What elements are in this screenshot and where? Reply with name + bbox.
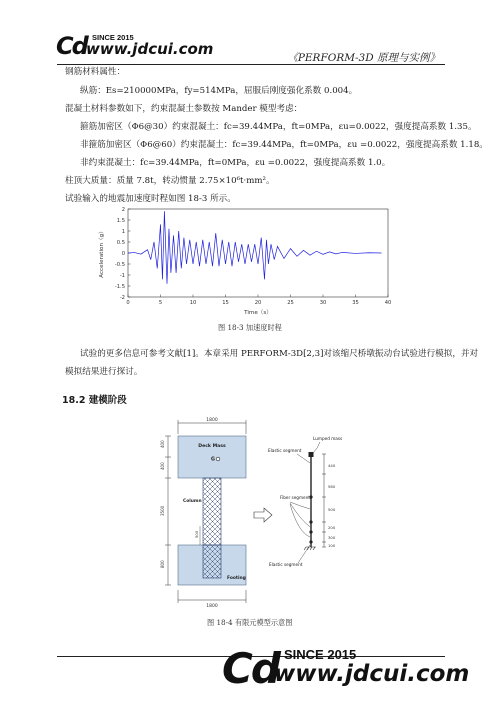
left-dimension-label: 400 — [160, 440, 165, 448]
body-line: 纵筋：Es=210000MPa，fy=514MPa，屈服后刚度强化系数 0.004。 — [80, 86, 358, 96]
finite-element-model-diagram — [150, 414, 370, 609]
body-line: 试验输入的地震加速度时程如图 18-3 所示。 — [65, 194, 236, 204]
lumped-mass-leader — [313, 442, 320, 453]
y-tick-label: 0.5 — [116, 239, 125, 246]
footing-label: Footing — [227, 576, 246, 581]
x-tick-label: 10 — [189, 300, 197, 306]
x-tick-label: 35 — [352, 300, 359, 306]
y-tick-label: -0.5 — [114, 261, 125, 268]
acceleration-chart — [95, 205, 405, 320]
center-of-gravity-marker — [216, 457, 220, 461]
elastic-segment-bottom-leader — [298, 545, 310, 563]
left-dimension-label: 400 — [160, 462, 165, 470]
y-tick-label: 1.5 — [116, 217, 125, 224]
y-tick-label: -1 — [119, 272, 125, 279]
reference-paragraph-line: 试验的更多信息可参考文献[1]。本章采用 PERFORM-3D[2,3]对该缩尺桥墩振动台试验进行模拟，并对 — [80, 349, 479, 359]
footer-logo — [222, 644, 470, 697]
lumped-mass-node — [309, 452, 314, 457]
body-line: 混凝土材料参数如下，约束混凝土参数按 Mander 模型考虑： — [65, 104, 303, 114]
right-dimension-label: 200 — [328, 525, 336, 530]
section-heading: 18.2 建模阶段 — [62, 395, 127, 406]
y-tick-label: 0 — [121, 250, 125, 257]
right-dimension-label: 300 — [328, 535, 336, 540]
elastic-segment-top-leader — [297, 454, 310, 463]
y-axis-label: Acceleration（g） — [99, 228, 105, 278]
center-of-gravity-label: G — [211, 457, 215, 463]
logo-url-text: www.jdcui.com — [86, 40, 214, 58]
deck-mass-label: Deck Mass — [198, 444, 226, 449]
fiber-segments-label: Fiber segments — [280, 495, 313, 500]
top-dimension-label: 1800 — [206, 418, 218, 423]
elastic-segment-bottom-label: Elastic segment — [269, 562, 303, 567]
body-line: 非箍筋加密区（Φ6@60）约束混凝土：fc=39.44MPa，ft=0MPa，εu =0.0022，强度提高系数 1.18。 — [80, 140, 488, 150]
logo-since-text: SINCE 2015 — [92, 33, 134, 42]
model-node — [309, 540, 312, 543]
reference-paragraph-line: 模拟结果进行探讨。 — [65, 367, 143, 377]
x-tick-label: 20 — [254, 300, 262, 306]
fixed-support-icon — [304, 547, 316, 550]
x-tick-label: 0 — [126, 300, 130, 306]
elastic-segment-top-label: Elastic segment — [268, 448, 302, 453]
x-tick-label: 15 — [222, 300, 229, 306]
body-line: 柱顶大质量：质量 7.8t，转动惯量 2.75×10⁶t·mm²。 — [65, 176, 275, 186]
inner-dimension-label: 500 — [194, 530, 199, 538]
y-tick-label: 1 — [121, 228, 125, 235]
footer-logo-mark: Cd — [222, 644, 279, 693]
site-logo — [56, 32, 214, 62]
x-tick-label: 5 — [158, 300, 163, 306]
book-title: 《PERFORM-3D 原理与实例》 — [287, 52, 440, 64]
right-dimension-label: 560 — [328, 484, 336, 489]
figure-18-4-caption: 图 18-4 有限元模型示意图 — [207, 618, 293, 627]
right-dimension-label: 100 — [328, 543, 336, 548]
y-tick-label: 2 — [121, 206, 125, 213]
x-tick-label: 40 — [384, 300, 392, 306]
right-dimension-label: 500 — [328, 507, 336, 512]
column-mesh-embedded — [203, 545, 221, 578]
acceleration-series-line — [128, 211, 382, 284]
lumped-mass-label: Lumped mass — [313, 436, 343, 441]
footer-logo-url-text: www.jdcui.com — [274, 661, 470, 687]
y-tick-label: -1.5 — [114, 283, 125, 290]
header — [0, 0, 500, 66]
body-line: 非约束混凝土：fc=39.44MPa，ft=0MPa，εu =0.0022，强度提高系数 1.0。 — [80, 158, 391, 168]
x-tick-label: 25 — [287, 300, 294, 306]
fiber-segments-leader — [290, 502, 310, 537]
model-node — [309, 520, 312, 523]
x-tick-label: 30 — [319, 300, 327, 306]
body-line: 箍筋加密区（Φ6@30）约束混凝土：fc=39.44MPa，ft=0MPa，εu=0.0022，强度提高系数 1.35。 — [80, 122, 477, 132]
y-tick-label: -2 — [119, 294, 125, 301]
body-line: 钢筋材料属性： — [65, 67, 126, 77]
x-axis-label: Time（s） — [244, 310, 272, 316]
right-dimension-label: 440 — [328, 463, 336, 468]
logo-mark: Cd — [56, 32, 87, 60]
bottom-dimension-label: 1800 — [206, 604, 218, 609]
header-rule — [57, 64, 445, 65]
column-label: Column — [183, 499, 202, 504]
model-node — [309, 530, 312, 533]
figure-18-3-caption: 图 18-3 加速度时程 — [218, 323, 282, 332]
left-dimension-label: 800 — [160, 560, 165, 568]
left-dimension-label: 3500 — [160, 505, 165, 516]
transform-arrow-icon — [254, 508, 272, 522]
footer-logo-since-text: SINCE 2015 — [284, 647, 357, 662]
